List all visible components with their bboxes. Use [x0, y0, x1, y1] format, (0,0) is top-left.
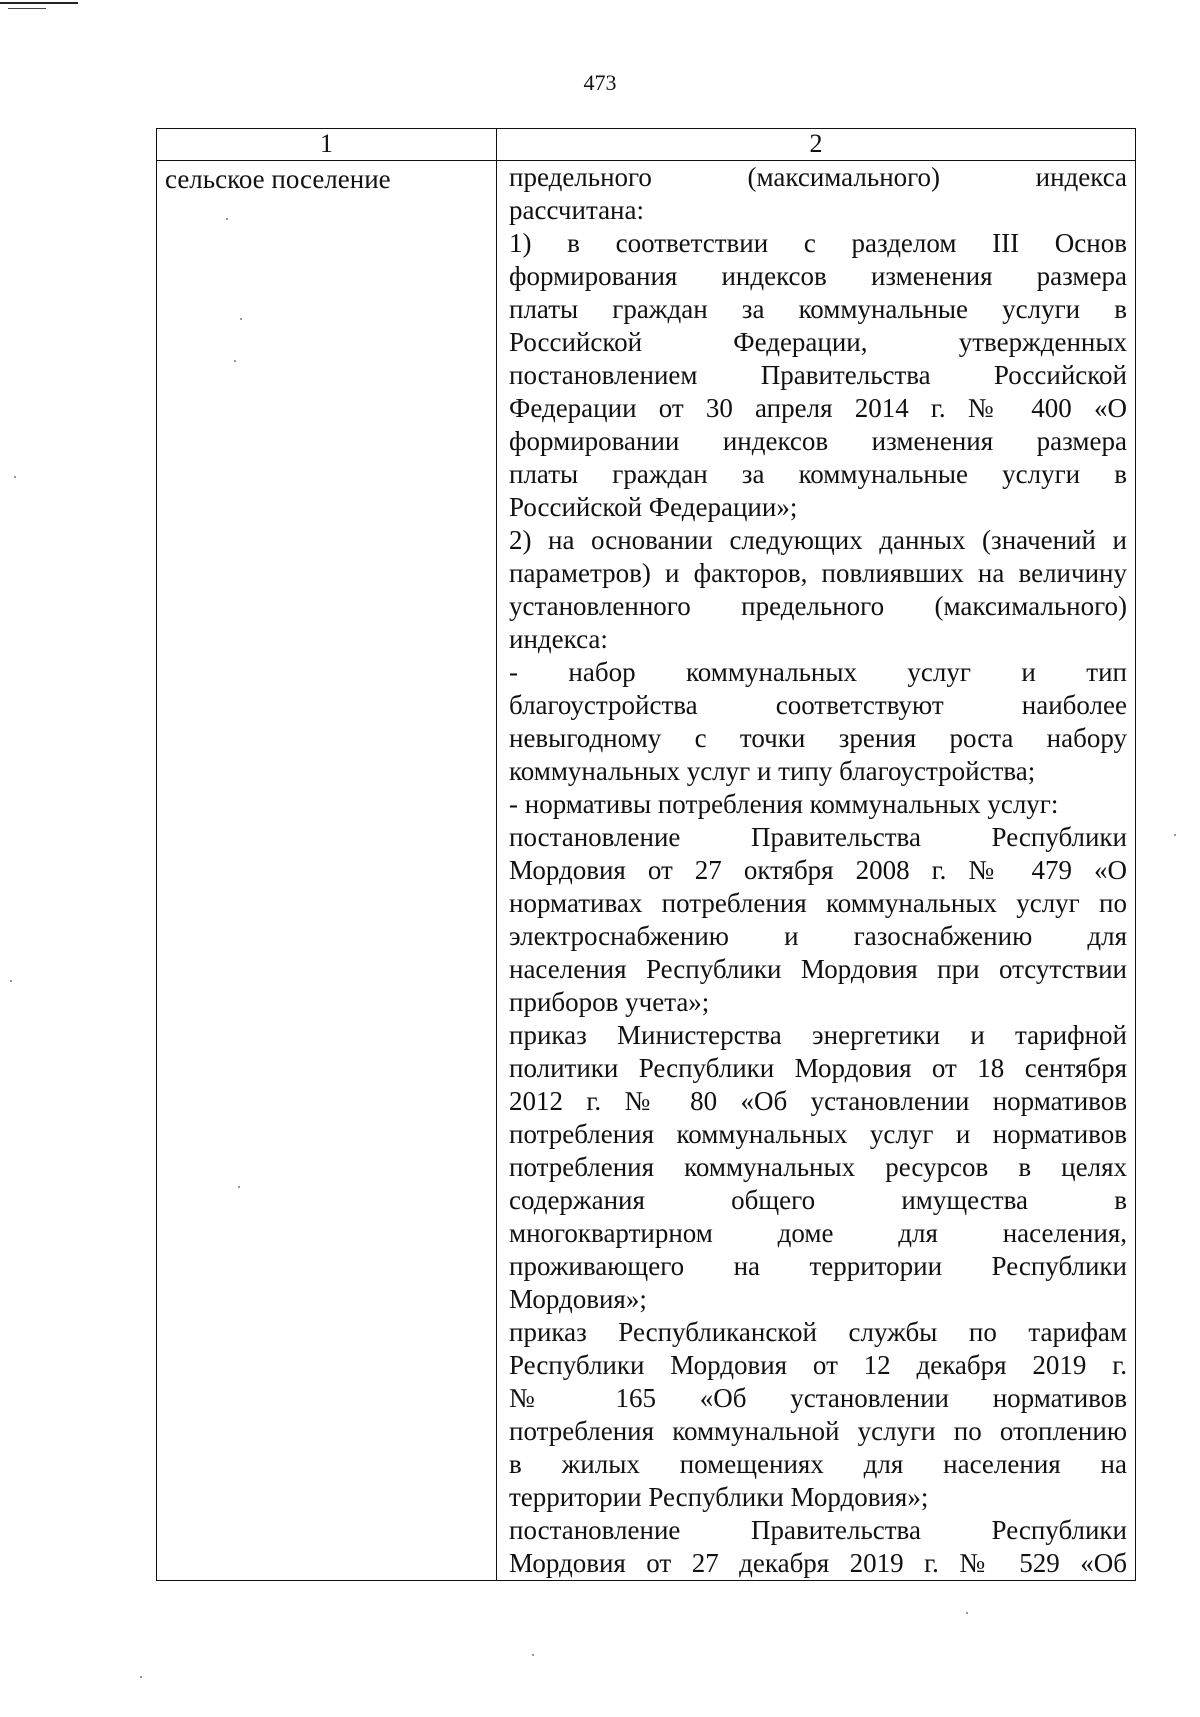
text-line: коммунальных услуг и типу благоустройства;	[509, 756, 1036, 786]
text-line: приборов учета»;	[509, 987, 710, 1017]
text-line: Федерации от 30 апреля 2014 г. № 400 «О	[509, 393, 1127, 423]
scan-speck	[10, 980, 12, 982]
text-line: постановлением Правительства Российской	[509, 360, 1127, 390]
text-line: невыгодному с точки зрения роста набору	[509, 723, 1127, 753]
text-line: благоустройства соответствуют наиболее	[509, 690, 1127, 720]
right-cell	[497, 161, 1136, 1581]
text-line: постановление Правительства Республики	[509, 822, 1127, 852]
text-line: Российской Федерации»;	[509, 492, 798, 522]
text-line: 2012 г. № 80 «Об установлении нормативов	[509, 1086, 1127, 1116]
text-line: 2) на основании следующих данных (значений и	[509, 525, 1127, 555]
text-line: приказ Министерства энергетики и тарифной	[509, 1020, 1127, 1050]
text-line: многоквартирном доме для населения,	[509, 1218, 1127, 1248]
text-line: приказ Республиканской службы по тарифам	[509, 1317, 1127, 1347]
scan-speck	[226, 218, 228, 220]
page-number: 473	[583, 70, 617, 95]
text-line: платы граждан за коммунальные услуги в	[509, 459, 1127, 489]
text-line: формирования индексов изменения размера	[509, 261, 1127, 291]
scan-speck	[532, 1654, 534, 1656]
table-row	[157, 161, 1136, 1581]
text-line: населения Республики Мордовия при отсутствии	[509, 954, 1127, 984]
scan-edge-mark-secondary	[8, 8, 46, 9]
text-line: - нормативы потребления коммунальных услуг:	[509, 789, 1059, 819]
text-line: Мордовия от 27 декабря 2019 г. № 529 «Об	[509, 1548, 1127, 1578]
text-line: рассчитана:	[509, 195, 644, 225]
text-line: формировании индексов изменения размера	[509, 426, 1127, 456]
text-line: электроснабжению и газоснабжению для	[509, 921, 1127, 951]
scan-speck	[238, 1186, 240, 1188]
text-line: Республики Мордовия от 12 декабря 2019 г.	[509, 1350, 1127, 1380]
scan-speck	[240, 318, 242, 320]
text-line: потребления коммунальных ресурсов в целях	[509, 1152, 1127, 1182]
scan-edge-mark	[0, 2, 78, 4]
left-cell-text: сельское поселение	[165, 164, 391, 194]
text-line: платы граждан за коммунальные услуги в	[509, 294, 1127, 324]
text-line: постановление Правительства Республики	[509, 1515, 1127, 1545]
text-line: предельного (максимального) индекса	[509, 162, 1127, 192]
text-line: параметров) и факторов, повлиявших на величину	[509, 558, 1127, 588]
text-line: Мордовия»;	[509, 1284, 647, 1314]
scan-speck	[966, 1612, 968, 1614]
text-line: индекса:	[509, 624, 608, 654]
text-line: в жилых помещениях для населения на	[509, 1449, 1127, 1479]
text-line: проживающего на территории Республики	[509, 1251, 1127, 1281]
right-cell-text	[497, 161, 1135, 1580]
text-line: установленного предельного (максимального)	[509, 591, 1127, 621]
document-table	[156, 128, 1136, 1581]
text-line: нормативах потребления коммунальных услуг по	[509, 888, 1127, 918]
column-header-1: 1	[157, 129, 497, 161]
text-line: Российской Федерации, утвержденных	[509, 327, 1127, 357]
scan-speck	[14, 476, 16, 478]
text-line: потребления коммунальных услуг и нормативов	[509, 1119, 1127, 1149]
text-line: потребления коммунальной услуги по отоплению	[509, 1416, 1127, 1446]
text-line: содержания общего имущества в	[509, 1185, 1127, 1215]
scan-speck	[234, 360, 236, 362]
text-line: № 165 «Об установлении нормативов	[509, 1383, 1127, 1413]
scan-speck	[1174, 834, 1176, 836]
column-header-2: 2	[497, 129, 1136, 161]
text-line: - набор коммунальных услуг и тип	[509, 657, 1127, 687]
text-line: политики Республики Мордовия от 18 сентября	[509, 1053, 1127, 1083]
left-cell	[157, 161, 497, 1581]
text-line: 1) в соответствии с разделом III Основ	[509, 228, 1127, 258]
table-header-row	[157, 129, 1136, 161]
scan-speck	[140, 1676, 142, 1678]
text-line: территории Республики Мордовия»;	[509, 1482, 929, 1512]
text-line: Мордовия от 27 октября 2008 г. № 479 «О	[509, 855, 1127, 885]
